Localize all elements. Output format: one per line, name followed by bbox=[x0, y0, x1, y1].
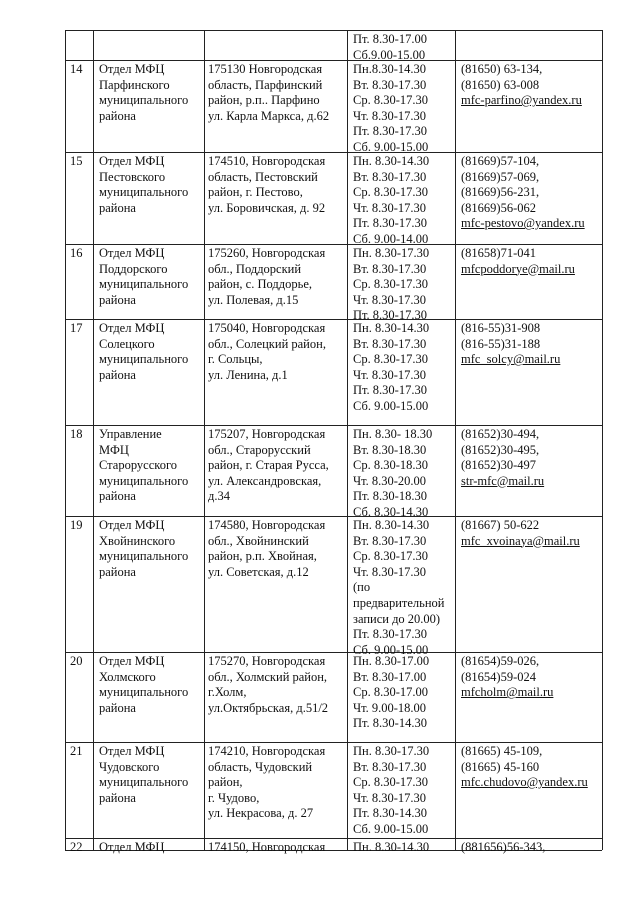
office-address-line: 174580, Новгородская bbox=[208, 518, 326, 532]
table-column-rule bbox=[65, 30, 66, 850]
office-phones bbox=[461, 654, 553, 701]
office-hours bbox=[353, 32, 427, 63]
row-number: 18 bbox=[70, 427, 83, 441]
row-number: 14 bbox=[70, 62, 83, 76]
office-address-line: район, р.п.. Парфино bbox=[208, 93, 320, 108]
email-link[interactable]: mfcpoddorye@mail.ru bbox=[461, 261, 575, 276]
office-phones bbox=[461, 62, 582, 109]
office-phones-line: (81650) 63-008 bbox=[461, 77, 540, 92]
office-name bbox=[99, 518, 188, 580]
office-address-line: 174210, Новгородская bbox=[208, 744, 326, 758]
office-name-line: муниципального bbox=[99, 277, 189, 292]
office-name-line: МФЦ bbox=[99, 442, 129, 457]
office-address-line: 175270, Новгородская bbox=[208, 654, 326, 668]
office-name-line: Отдел МФЦ bbox=[99, 246, 165, 260]
office-name-line: Хвойнинского bbox=[99, 533, 176, 548]
office-hours-line: Пт. 8.30-17.00 bbox=[353, 32, 427, 46]
office-address-line: обл., Хвойнинский bbox=[208, 533, 309, 548]
row-number: 19 bbox=[70, 518, 83, 532]
office-hours bbox=[353, 246, 429, 324]
office-phones-line: (81652)30-497 bbox=[461, 458, 536, 473]
office-address-line: 175130 Новгородская bbox=[208, 62, 323, 76]
table-row-rule bbox=[65, 425, 602, 426]
office-hours-line: записи до 20.00) bbox=[353, 611, 441, 626]
office-hours-line: Пн. 8.30-14.30 bbox=[353, 321, 430, 335]
table-column-rule bbox=[93, 30, 94, 850]
office-phones-line: (81669)56-231, bbox=[461, 185, 540, 200]
office-phones-line: (81652)30-494, bbox=[461, 427, 540, 441]
office-address bbox=[208, 427, 329, 505]
office-hours bbox=[353, 62, 428, 156]
office-name bbox=[99, 154, 188, 216]
row-number: 22 bbox=[70, 840, 83, 854]
office-phones bbox=[461, 744, 588, 791]
office-hours-line: Пт. 8.30-17.30 bbox=[353, 216, 427, 231]
table-row-rule bbox=[65, 60, 602, 61]
table-row-rule bbox=[65, 319, 602, 320]
office-hours-line: Вт. 8.30-18.30 bbox=[353, 442, 427, 457]
office-hours-line: Пн.8.30-14.30 bbox=[353, 62, 427, 76]
office-address-line: район, с. Поддорье, bbox=[208, 277, 312, 292]
office-hours bbox=[353, 654, 429, 732]
office-name-line: муниципального bbox=[99, 775, 189, 790]
table-row-rule bbox=[65, 152, 602, 153]
row-number: 15 bbox=[70, 154, 83, 168]
office-name-line: района bbox=[99, 292, 136, 307]
office-hours-line: Сб. 8.30-14.30 bbox=[353, 504, 429, 519]
office-hours-line: Вт. 8.30-17.30 bbox=[353, 533, 427, 548]
office-name bbox=[99, 654, 188, 716]
office-hours-line: Пн. 8.30-17.00 bbox=[353, 654, 430, 668]
table-column-rule bbox=[455, 30, 456, 850]
office-address-line: ул. Карла Маркса, д.62 bbox=[208, 108, 330, 123]
office-phones-line: (81669)57-104, bbox=[461, 154, 540, 168]
email-link[interactable]: mfc_xvoinaya@mail.ru bbox=[461, 533, 580, 548]
office-address-line: обл., Солецкий район, bbox=[208, 336, 326, 351]
office-name-line: муниципального bbox=[99, 685, 189, 700]
office-phones-line: (816-55)31-908 bbox=[461, 321, 541, 335]
office-name-line: Парфинского bbox=[99, 77, 170, 92]
office-name-line: Отдел МФЦ bbox=[99, 154, 165, 168]
office-address-line: г. Чудово, bbox=[208, 790, 260, 805]
office-hours-line: Пт. 8.30-17.30 bbox=[353, 308, 427, 323]
office-address-line: г.Холм, bbox=[208, 685, 247, 700]
office-address bbox=[208, 654, 328, 716]
office-phones bbox=[461, 321, 560, 368]
office-address-line: обл., Холмский район, bbox=[208, 669, 328, 684]
table-row-rule bbox=[65, 30, 602, 31]
office-address bbox=[208, 518, 325, 580]
office-hours-line: Ср. 8.30-17.30 bbox=[353, 93, 428, 108]
office-address-line: область, Пестовский bbox=[208, 169, 318, 184]
office-address-line: ул. Советская, д.12 bbox=[208, 564, 309, 579]
office-hours-line: Сб. 9.00-15.00 bbox=[353, 398, 429, 413]
office-address-line: район, bbox=[208, 775, 243, 790]
office-phones-line: (81667) 50-622 bbox=[461, 518, 540, 532]
office-phones-line: (81669)57-069, bbox=[461, 169, 540, 184]
office-name-line: Отдел МФЦ bbox=[99, 744, 165, 758]
office-hours-line: Чт. 8.30-17.30 bbox=[353, 108, 427, 123]
office-address-line: 174150, Новгородская bbox=[208, 840, 326, 854]
office-hours-line: Вт. 8.30-17.30 bbox=[353, 759, 427, 774]
office-address bbox=[208, 246, 325, 308]
office-hours-line: Пт. 8.30-17.30 bbox=[353, 383, 427, 398]
office-hours-line: Пн. 8.30- 18.30 bbox=[353, 427, 433, 441]
email-link[interactable]: mfc_solcy@mail.ru bbox=[461, 352, 561, 367]
office-name-line: муниципального bbox=[99, 473, 189, 488]
office-phones bbox=[461, 518, 580, 549]
office-hours-line: Пн. 8.30-14.30 bbox=[353, 840, 430, 854]
email-link[interactable]: str-mfc@mail.ru bbox=[461, 473, 545, 488]
office-hours bbox=[353, 518, 445, 658]
office-hours-line: Вт. 8.30-17.00 bbox=[353, 669, 427, 684]
office-name bbox=[99, 840, 164, 856]
office-address-line: ул. Александровская, bbox=[208, 473, 322, 488]
office-hours-line: Ср. 8.30-17.30 bbox=[353, 277, 428, 292]
office-phones-line: (881656)56-343, bbox=[461, 840, 546, 854]
office-hours-line: Сб. 9.00-15.00 bbox=[353, 821, 429, 836]
office-hours-line: Вт. 8.30-17.30 bbox=[353, 169, 427, 184]
office-address-line: обл., Старорусский bbox=[208, 442, 311, 457]
office-hours-line: Пт. 8.30-14.30 bbox=[353, 806, 427, 821]
table-row-rule bbox=[65, 838, 602, 839]
office-hours-line: Чт. 8.30-17.30 bbox=[353, 292, 427, 307]
office-hours-line: Вт. 8.30-17.30 bbox=[353, 336, 427, 351]
office-hours-line: Пн. 8.30-17.30 bbox=[353, 246, 430, 260]
office-address bbox=[208, 321, 326, 383]
office-hours-line: Сб. 9.00-14.00 bbox=[353, 231, 429, 246]
office-name bbox=[99, 427, 188, 505]
office-address-line: район, г. Пестово, bbox=[208, 185, 303, 200]
office-hours-line: Пн. 8.30-14.30 bbox=[353, 154, 430, 168]
office-hours-line: Ср. 8.30-18.30 bbox=[353, 458, 428, 473]
office-hours-line: (по bbox=[353, 580, 371, 595]
office-phones-line: (816-55)31-188 bbox=[461, 336, 541, 351]
office-hours-line: Вт. 8.30-17.30 bbox=[353, 261, 427, 276]
office-name-line: района bbox=[99, 367, 136, 382]
office-phones-line: (81658)71-041 bbox=[461, 246, 536, 260]
office-phones-line: (81665) 45-109, bbox=[461, 744, 543, 758]
office-name bbox=[99, 62, 188, 124]
office-hours-line: предварительной bbox=[353, 595, 445, 610]
office-hours bbox=[353, 154, 429, 248]
office-hours-line: Пт. 8.30-17.30 bbox=[353, 124, 427, 139]
office-hours-line: Чт. 8.30-17.30 bbox=[353, 790, 427, 805]
office-address-line: д.34 bbox=[208, 489, 230, 504]
office-name-line: района bbox=[99, 790, 136, 805]
office-hours-line: Пн. 8.30-14.30 bbox=[353, 518, 430, 532]
office-phones bbox=[461, 427, 544, 489]
office-address bbox=[208, 744, 325, 822]
office-hours-line: Ср. 8.30-17.30 bbox=[353, 352, 428, 367]
office-hours-line: Пт. 8.30-18.30 bbox=[353, 489, 427, 504]
email-link[interactable]: mfcholm@mail.ru bbox=[461, 685, 554, 700]
office-phones bbox=[461, 154, 585, 232]
office-address-line: 175207, Новгородская bbox=[208, 427, 326, 441]
office-name-line: муниципального bbox=[99, 185, 189, 200]
office-name bbox=[99, 744, 188, 806]
office-address bbox=[208, 154, 325, 216]
office-hours-line: Сб.9.00-15.00 bbox=[353, 47, 426, 62]
office-name-line: района bbox=[99, 564, 136, 579]
office-phones bbox=[461, 840, 545, 856]
office-name-line: Холмского bbox=[99, 669, 156, 684]
office-hours-line: Ср. 8.30-17.30 bbox=[353, 775, 428, 790]
office-address bbox=[208, 62, 329, 124]
office-name-line: района bbox=[99, 108, 136, 123]
office-hours-line: Сб. 9.00-15.00 bbox=[353, 139, 429, 154]
office-name bbox=[99, 321, 188, 383]
email-link[interactable]: mfc.chudovo@yandex.ru bbox=[461, 775, 588, 790]
office-hours-line: Ср. 8.30-17.00 bbox=[353, 685, 428, 700]
office-hours-line: Ср. 8.30-17.30 bbox=[353, 549, 428, 564]
row-number: 17 bbox=[70, 321, 83, 335]
office-hours-line: Чт. 8.30-17.30 bbox=[353, 367, 427, 382]
office-name-line: Отдел МФЦ bbox=[99, 654, 165, 668]
office-hours bbox=[353, 744, 429, 838]
office-name-line: Отдел МФЦ bbox=[99, 840, 165, 854]
office-phones-line: (81669)56-062 bbox=[461, 200, 536, 215]
table-row-rule bbox=[65, 652, 602, 653]
office-hours-line: Пт. 8.30-17.30 bbox=[353, 627, 427, 642]
table-column-rule bbox=[204, 30, 205, 850]
office-name-line: Отдел МФЦ bbox=[99, 62, 165, 76]
office-hours-line: Чт. 8.30-17.30 bbox=[353, 564, 427, 579]
office-phones-line: (81665) 45-160 bbox=[461, 759, 540, 774]
office-address-line: район, р.п. Хвойная, bbox=[208, 549, 317, 564]
office-address-line: область, Чудовский bbox=[208, 759, 313, 774]
office-address-line: 175040, Новгородская bbox=[208, 321, 326, 335]
table-row-rule bbox=[65, 516, 602, 517]
office-name-line: муниципального bbox=[99, 93, 189, 108]
office-phones-line: (81652)30-495, bbox=[461, 442, 540, 457]
office-name-line: Поддорского bbox=[99, 261, 168, 276]
office-phones-line: (81650) 63-134, bbox=[461, 62, 543, 76]
table-row-rule bbox=[65, 742, 602, 743]
office-name bbox=[99, 246, 188, 308]
office-name-line: Отдел МФЦ bbox=[99, 321, 165, 335]
office-phones-line: (81654)59-024 bbox=[461, 669, 536, 684]
office-hours-line: Пт. 8.30-14.30 bbox=[353, 716, 427, 731]
office-hours bbox=[353, 840, 429, 856]
office-name-line: района bbox=[99, 700, 136, 715]
office-name-line: района bbox=[99, 489, 136, 504]
office-address bbox=[208, 840, 325, 856]
office-address-line: район, г. Старая Русса, bbox=[208, 458, 329, 473]
office-name-line: Отдел МФЦ bbox=[99, 518, 165, 532]
office-hours-line: Чт. 8.30-17.30 bbox=[353, 200, 427, 215]
office-hours-line: Сб. 9.00-15.00 bbox=[353, 642, 429, 657]
office-name-line: Пестовского bbox=[99, 169, 166, 184]
office-address-line: 175260, Новгородская bbox=[208, 246, 326, 260]
email-link[interactable]: mfc-parfino@yandex.ru bbox=[461, 93, 582, 108]
office-name-line: муниципального bbox=[99, 549, 189, 564]
email-link[interactable]: mfc-pestovo@yandex.ru bbox=[461, 216, 585, 231]
office-address-line: ул. Боровичская, д. 92 bbox=[208, 200, 326, 215]
office-name-line: района bbox=[99, 200, 136, 215]
office-address-line: обл., Поддорский bbox=[208, 261, 302, 276]
office-address-line: г. Сольцы, bbox=[208, 352, 263, 367]
office-address-line: ул. Ленина, д.1 bbox=[208, 367, 288, 382]
office-hours-line: Вт. 8.30-17.30 bbox=[353, 77, 427, 92]
office-hours-line: Чт. 8.30-20.00 bbox=[353, 473, 427, 488]
office-address-line: ул.Октябрьская, д.51/2 bbox=[208, 700, 329, 715]
office-hours bbox=[353, 321, 429, 415]
office-phones-line: (81654)59-026, bbox=[461, 654, 540, 668]
office-address-line: ул. Полевая, д.15 bbox=[208, 292, 299, 307]
office-hours-line: Ср. 8.30-17.30 bbox=[353, 185, 428, 200]
office-name-line: муниципального bbox=[99, 352, 189, 367]
office-name-line: Старорусского bbox=[99, 458, 178, 473]
office-hours bbox=[353, 427, 432, 521]
office-name-line: Солецкого bbox=[99, 336, 155, 351]
table-column-rule bbox=[602, 30, 603, 850]
office-address-line: область, Парфинский bbox=[208, 77, 323, 92]
table-row-rule bbox=[65, 244, 602, 245]
office-hours-line: Чт. 9.00-18.00 bbox=[353, 700, 427, 715]
row-number: 20 bbox=[70, 654, 83, 668]
row-number: 16 bbox=[70, 246, 83, 260]
office-hours-line: Пн. 8.30-17.30 bbox=[353, 744, 430, 758]
office-name-line: Управление bbox=[99, 427, 162, 441]
office-name-line: Чудовского bbox=[99, 759, 160, 774]
row-number: 21 bbox=[70, 744, 83, 758]
office-address-line: ул. Некрасова, д. 27 bbox=[208, 806, 314, 821]
office-phones bbox=[461, 246, 575, 277]
table-column-rule bbox=[347, 30, 348, 850]
office-address-line: 174510, Новгородская bbox=[208, 154, 326, 168]
